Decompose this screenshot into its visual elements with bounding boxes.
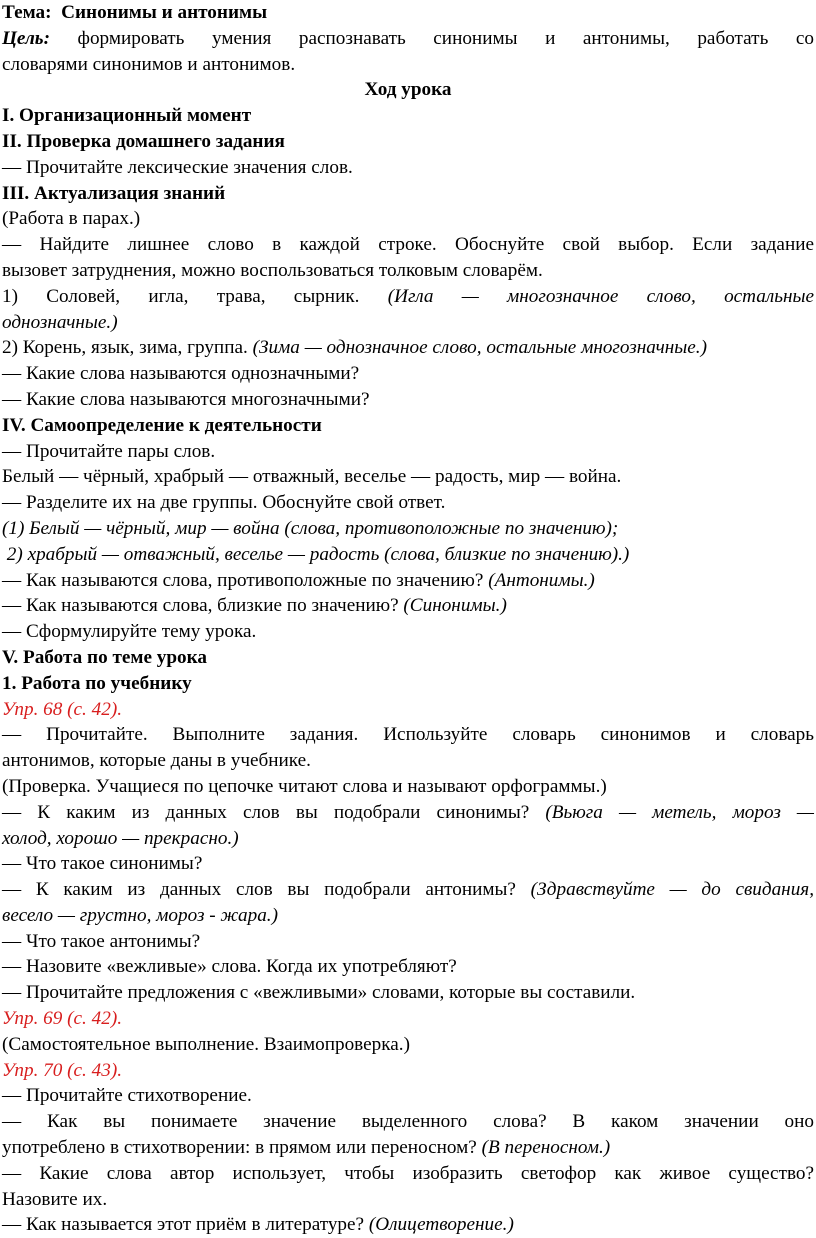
section-4-heading: IV. Самоопределение к деятельности	[2, 414, 322, 436]
section-5-heading: V. Работа по теме урока	[2, 646, 208, 668]
exercise-70-question-2b	[2, 1135, 814, 1161]
section-4-group-2: 2) храбрый — отважный, веселье — радость (слова, близкие по значению).)	[2, 543, 630, 565]
exercise-70-ref: Упр. 70 (с. 43).	[2, 1059, 123, 1081]
section-4-question-5: — Сформулируйте тему урока.	[2, 621, 257, 643]
question-text: — К каким из данных слов вы подобрали синонимы?	[2, 801, 530, 823]
answer-text: (Здравствуйте — до свидания,	[530, 879, 815, 901]
row-2-answer: (Зима — однозначное слово, остальные многозначные.)	[252, 337, 707, 359]
row-1-words: 1) Соловей, игла, трава, сырник.	[2, 285, 360, 307]
answer-text: (Антонимы.)	[488, 569, 595, 591]
section-4-word-pairs: Белый — чёрный, храбрый — отважный, веселье — радость, мир — война.	[2, 466, 622, 488]
section-4-question-4	[2, 593, 814, 619]
section-3-row-1b: однозначные.)	[2, 311, 118, 333]
goal-label: Цель:	[2, 27, 50, 49]
section-3-pairs-note: (Работа в парах.)	[2, 208, 141, 230]
exercise-68-question-3: — Что такое синонимы?	[2, 853, 203, 875]
exercise-68-question-2b: холод, хорошо — прекрасно.)	[2, 827, 239, 849]
section-4-question-3	[2, 568, 814, 594]
question-text: — Как называются слова, противоположные по значению?	[2, 569, 484, 591]
question-text: — К каким из данных слов вы подобрали антонимы?	[2, 879, 516, 901]
section-3-heading: III. Актуализация знаний	[2, 182, 226, 204]
exercise-69-ref: Упр. 69 (с. 42).	[2, 1008, 123, 1030]
exercise-68-question-6: — Назовите «вежливые» слова. Когда их употребляют?	[2, 956, 457, 978]
topic-text: Синонимы и антонимы	[61, 2, 268, 23]
section-3-question-3: — Какие слова называются многозначными?	[2, 388, 370, 410]
exercise-68-question-5: — Что такое антонимы?	[2, 930, 201, 952]
exercise-70-question-3b: Назовите их.	[2, 1188, 108, 1210]
answer-text: (В переносном.)	[481, 1137, 611, 1159]
answer-text: (Вьюга — метель, мороз —	[545, 801, 814, 823]
section-4-question-1: — Прочитайте пары слов.	[2, 440, 216, 462]
exercise-69-note: (Самостоятельное выполнение. Взаимопроверка.)	[2, 1033, 410, 1055]
exercise-68-question-1a: — Прочитайте. Выполните задания. Используйте словарь синонимов и словарь	[2, 724, 814, 746]
section-3-question-1b: вызовет затруднения, можно воспользоваться толковым словарём.	[2, 259, 543, 281]
exercise-70-question-4	[2, 1212, 814, 1238]
section-4-group-1: (1) Белый — чёрный, мир — война (слова, противоположные по значению);	[2, 517, 619, 539]
exercise-68-question-7: — Прочитайте предложения с «вежливыми» словами, которые вы составили.	[2, 982, 636, 1004]
goal-line-1	[2, 26, 814, 52]
exercise-70-question-2a: — Как вы понимаете значение выделенного слова? В каком значении оно	[2, 1111, 814, 1133]
exercise-68-ref: Упр. 68 (с. 42).	[2, 698, 123, 720]
section-3-row-1a	[2, 284, 814, 310]
question-text: — Как называются слова, близкие по значению?	[2, 595, 399, 617]
section-3-question-2: — Какие слова называются однозначными?	[2, 363, 360, 385]
section-2-question: — Прочитайте лексические значения слов.	[2, 156, 353, 178]
exercise-68-question-4b: весело — грустно, мороз - жара.)	[2, 904, 278, 926]
exercise-68-check-note: (Проверка. Учащиеся по цепочке читают слова и называют орфограммы.)	[2, 775, 607, 797]
exercise-68-question-1b: антонимов, которые даны в учебнике.	[2, 750, 311, 772]
section-2-heading: II. Проверка домашнего задания	[2, 130, 285, 152]
section-3-question-1a: — Найдите лишнее слово в каждой строке. Обоснуйте свой выбор. Если задание	[2, 234, 814, 256]
lesson-heading: Ход урока	[364, 79, 452, 101]
section-5-subheading: 1. Работа по учебнику	[2, 672, 192, 694]
question-text: употреблено в стихотворении: в прямом или переносном?	[2, 1137, 477, 1159]
section-3-row-2	[2, 335, 814, 361]
exercise-68-question-4a	[2, 877, 814, 903]
exercise-70-question-3a: — Какие слова автор использует, чтобы изобразить светофор как живое существо?	[2, 1162, 814, 1184]
section-1-heading: I. Организационный момент	[2, 105, 252, 127]
question-text: — Как называется этот приём в литературе?	[2, 1214, 365, 1236]
topic-label: Тема:	[2, 2, 52, 23]
row-2-words: 2) Корень, язык, зима, группа.	[2, 337, 248, 359]
goal-line-2: словарями синонимов и антонимов.	[2, 53, 296, 75]
answer-text: (Синонимы.)	[403, 595, 507, 617]
exercise-68-question-2a	[2, 800, 814, 826]
goal-text-1: формировать умения распознавать синонимы и антонимы, работать со	[77, 27, 814, 49]
answer-text: (Олицетворение.)	[368, 1214, 514, 1236]
row-1-answer: (Игла — многозначное слово, остальные	[387, 285, 814, 307]
exercise-70-question-1: — Прочитайте стихотворение.	[2, 1085, 252, 1107]
topic-line	[2, 0, 814, 26]
section-4-question-2: — Разделите их на две группы. Обоснуйте свой ответ.	[2, 492, 446, 514]
